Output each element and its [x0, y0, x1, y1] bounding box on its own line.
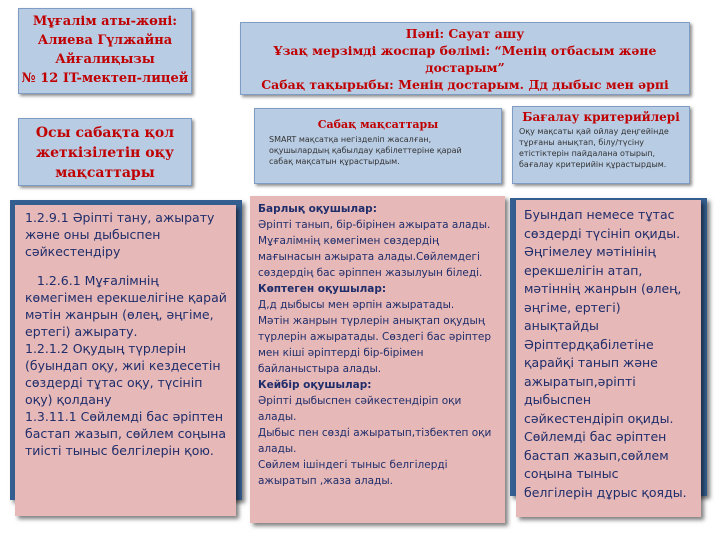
school-name: № 12 IT-мектеп-лицей	[21, 71, 189, 86]
subject-info-box	[240, 22, 690, 95]
some-students-text-3: Сөйлем ішіндегі тыныс белгілерді ажыратып ,жаза алады.	[258, 459, 448, 487]
criteria-line: бастап жазып,сөйлем	[524, 447, 669, 463]
criteria-title: Бағалау критерийлері	[522, 110, 680, 124]
criteria-line: анықтайды	[524, 318, 599, 333]
criteria-line: мәтіннің жанрын (өлең,	[524, 281, 682, 296]
lesson-topic-line: Сабақ тақырыбы: Менің достарым. Дд дыбыс мен әрпі	[261, 77, 669, 92]
some-students-text-1: Әріпті дыбыспен сәйкестендіріп оқи алады.	[258, 395, 462, 423]
objective-1: 1.2.9.1 Әріпті тану, ажырату және оны дыбыспен сәйкестендіру	[25, 210, 215, 259]
criteria-line: сөздерді түсініп оқиды.	[524, 225, 681, 241]
objective-4: 1.3.11.1 Сөйлемді бас әріптен бастап жазып, сөйлем соңына тиісті тыныс белгілерін қою.	[25, 409, 227, 458]
right-criteria-panel	[516, 200, 701, 517]
criteria-line: ажыратып,әріпті	[524, 373, 636, 389]
lesson-goals-text: SMART мақсатқа негізделіп жасалған, оқушылардың қабылдау қабілеттеріне қарай сабақ мақсатын құрастырдым.	[269, 135, 462, 166]
some-students-text-2: Дыбыс пен сөзді ажыратып,тізбектеп оқи алады.	[258, 427, 492, 455]
left-objectives-panel	[15, 205, 236, 516]
criteria-line: әңгіме, ертегі)	[524, 299, 621, 315]
objective-2: 1.2.6.1 Мұғалімнің көмегімен ерекшелігіне қарай мәтін жанрын (өлең, әңгіме, ертегі) ажырату.	[25, 273, 231, 339]
teacher-patronymic: Айғалиқызы	[55, 52, 155, 67]
many-students-text-2: Мәтін жанрын түрлерін анықтап оқудың түрлерін ажыратады. Сөздегі бас әріптер мен кіші әріптерді бір-бірімен байланыстыра алады.	[258, 315, 492, 375]
criteria-line: Әріптердқабілетіне	[524, 336, 654, 352]
criteria-line: белгілерін дұрыс қояды.	[524, 484, 687, 500]
criteria-line: Әңгімелеу мәтінінің	[524, 244, 656, 259]
criteria-text: Оқу мақсаты қай ойлау деңгейінде тұрғаны анықтап, білу/түсіну етістіктерін пайдалана отырып, бағалау критерийін құрастырдым.	[519, 127, 669, 169]
criteria-line: соңына тыныс	[524, 466, 619, 481]
teacher-info-box	[18, 8, 192, 94]
some-students-heading: Кейбір оқушылар:	[258, 379, 372, 391]
learning-goals-title-box	[18, 118, 192, 186]
criteria-line: қарайқі танып және	[524, 355, 658, 370]
criteria-line: Сөйлемді бас әріптен	[524, 429, 667, 444]
learning-goals-title: Осы сабақта қол жеткізілетін оқу мақсаттары	[35, 125, 175, 181]
criteria-line: сәйкестендіріп оқиды.	[524, 410, 674, 426]
all-students-text-2: Мұғалімнің көмегімен сөздердің мағынасын ажырата алады.Сөйлемдегі сөздердің бас әріппен жазылуын біледі.	[258, 235, 483, 279]
lesson-goals-box	[254, 108, 502, 184]
all-students-heading: Барлық оқушылар:	[258, 203, 377, 215]
objective-3: 1.2.1.2 Оқудың түрлерін (буындап оқу, жиі кездесетін сөздерді тұтас оқу, түсініп оқу) қолдану	[25, 341, 221, 407]
lesson-goals-title: Сабақ мақсаттары	[317, 118, 439, 131]
criteria-box	[512, 106, 690, 184]
subject-line: Пәні: Сауат ашу	[405, 26, 525, 41]
teacher-name: Алиева Гүлжайна	[37, 33, 173, 48]
many-students-heading: Көптеген оқушылар:	[258, 283, 387, 295]
criteria-details	[524, 206, 697, 502]
teacher-label: Мұғалім аты-жөні:	[32, 14, 178, 29]
long-term-plan-line: Ұзақ мерзімді жоспар бөлімі: “Менің отбасым және	[273, 43, 657, 58]
all-students-text-1: Әріпті танып, бір-бірінен ажырата алады.	[258, 219, 491, 231]
criteria-line: Буындап немесе тұтас	[524, 207, 675, 222]
many-students-text-1: Д,д дыбысы мен әрпін ажыратады.	[258, 299, 455, 311]
criteria-line: ерекшелігін атап,	[524, 262, 643, 278]
long-term-plan-line-cont: достарым”	[425, 60, 505, 75]
middle-outcomes-panel	[250, 196, 505, 523]
criteria-line: дыбыспен	[524, 392, 591, 407]
